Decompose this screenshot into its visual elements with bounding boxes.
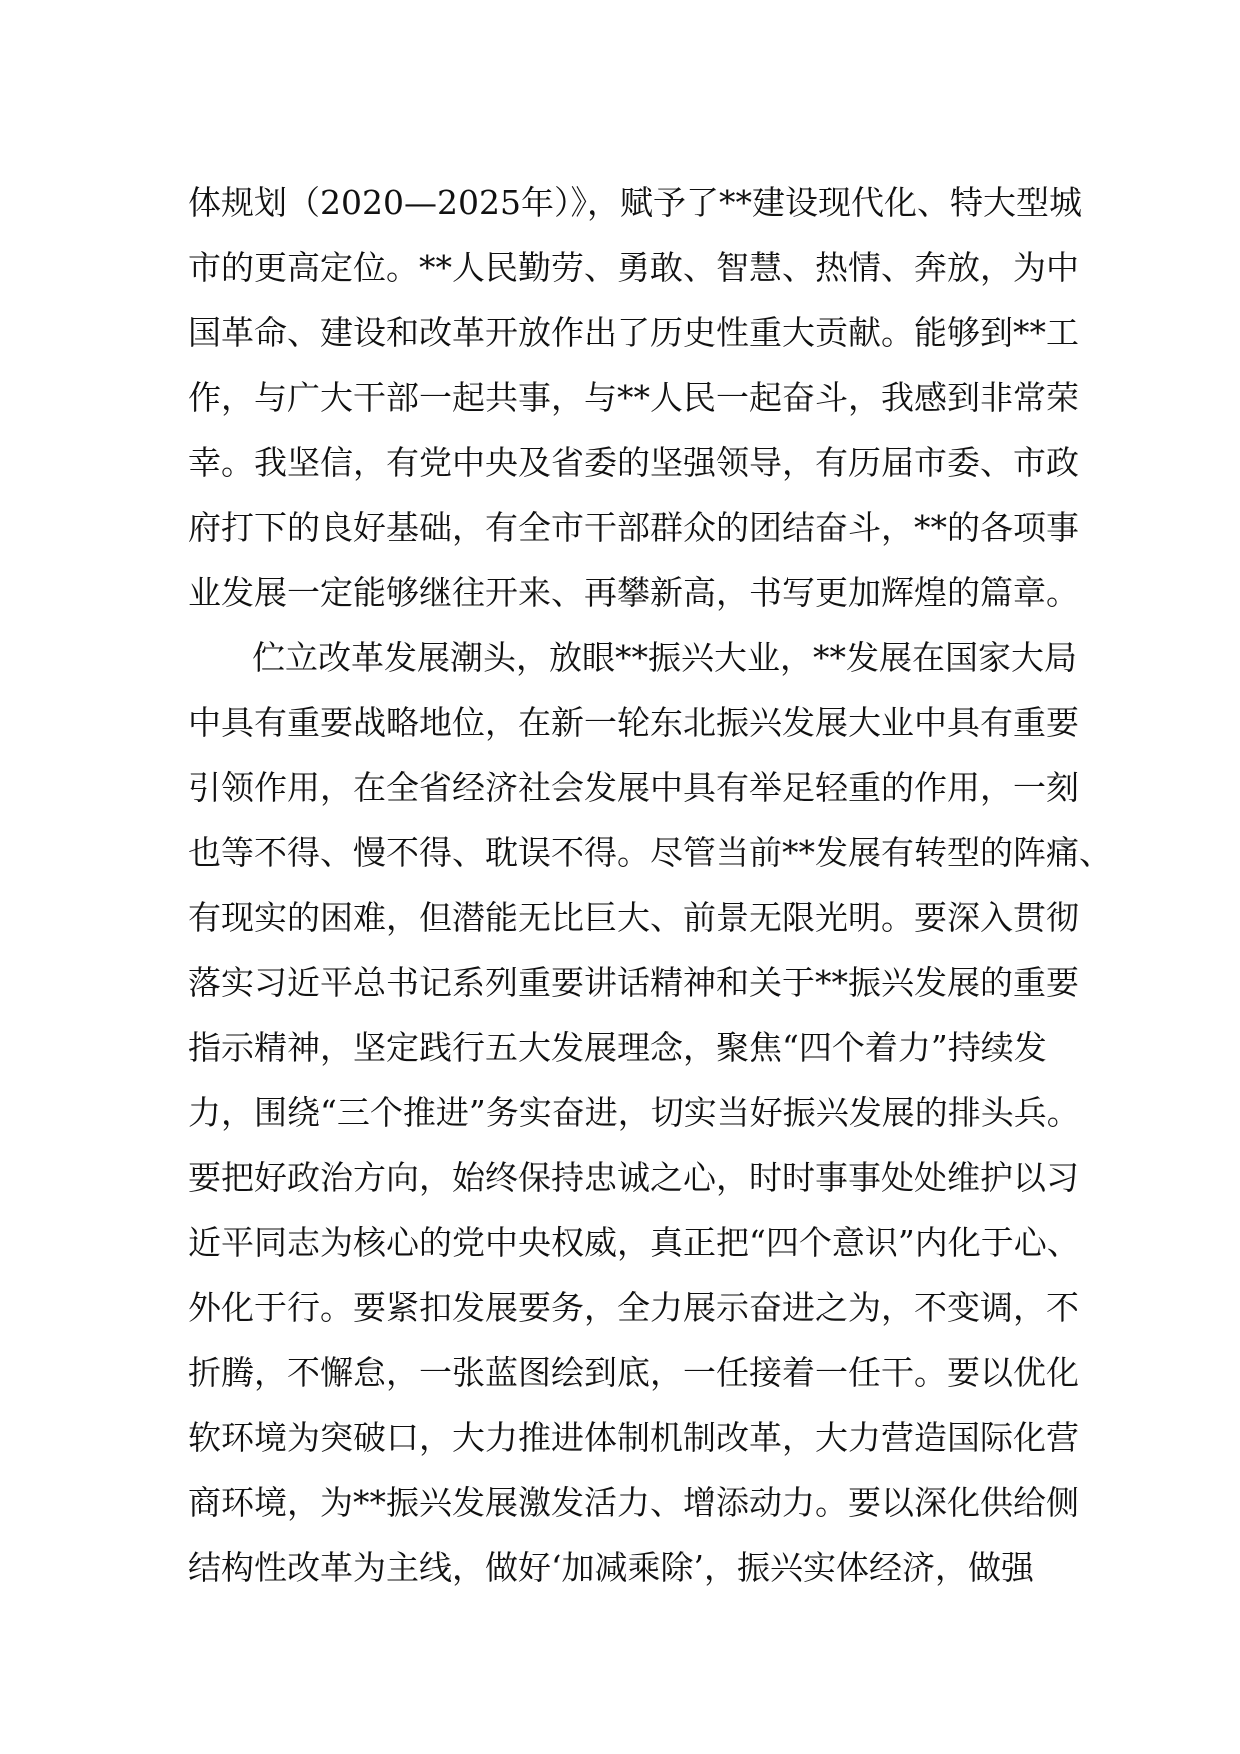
text-line: 指示精神，坚定践行五大发展理念，聚焦“四个着力”持续发 (188, 1028, 1047, 1067)
text-line: 外化于行。要紧扣发展要务，全力展示奋进之为，不变调，不 (188, 1288, 1079, 1327)
text-line: 有现实的困难，但潜能无比巨大、前景无限光明。要深入贯彻 (188, 898, 1079, 937)
text-line: 体规划（2020—2025年）》，赋予了**建设现代化、特大型城 (188, 183, 1082, 222)
text-line: 府打下的良好基础，有全市干部群众的团结奋斗，**的各项事 (188, 508, 1079, 547)
body-text (188, 170, 1112, 1600)
text-line: 近平同志为核心的党中央权威，真正把“四个意识”内化于心、 (188, 1223, 1080, 1262)
text-line: 要把好政治方向，始终保持忠诚之心，时时事事处处维护以习 (188, 1158, 1079, 1197)
text-line: 引领作用，在全省经济社会发展中具有举足轻重的作用，一刻 (188, 768, 1079, 807)
text-line: 落实习近平总书记系列重要讲话精神和关于**振兴发展的重要 (188, 963, 1079, 1002)
text-line: 折腾，不懈怠，一张蓝图绘到底，一任接着一任干。要以优化 (188, 1353, 1079, 1392)
text-line: 业发展一定能够继往开来、再攀新高，书写更加辉煌的篇章。 (188, 573, 1079, 612)
text-line: 商环境，为**振兴发展激发活力、增添动力。要以深化供给侧 (188, 1483, 1079, 1522)
text-line: 也等不得、慢不得、耽误不得。尽管当前**发展有转型的阵痛、 (188, 833, 1112, 872)
text-line: 中具有重要战略地位，在新一轮东北振兴发展大业中具有重要 (188, 703, 1079, 742)
text-line: 作，与广大干部一起共事，与**人民一起奋斗，我感到非常荣 (188, 378, 1079, 417)
text-line: 幸。我坚信，有党中央及省委的坚强领导，有历届市委、市政 (188, 443, 1079, 482)
paragraph-start-line: 伫立改革发展潮头，放眼**振兴大业，**发展在国家大局 (252, 638, 1077, 677)
text-line: 市的更高定位。**人民勤劳、勇敢、智慧、热情、奔放，为中 (188, 248, 1079, 287)
text-line: 结构性改革为主线，做好‘加减乘除’，振兴实体经济，做强 (188, 1548, 1034, 1587)
text-line: 软环境为突破口，大力推进体制机制改革，大力营造国际化营 (188, 1418, 1079, 1457)
text-line: 国革命、建设和改革开放作出了历史性重大贡献。能够到**工 (188, 313, 1079, 352)
text-line: 力，围绕“三个推进”务实奋进，切实当好振兴发展的排头兵。 (188, 1093, 1080, 1132)
